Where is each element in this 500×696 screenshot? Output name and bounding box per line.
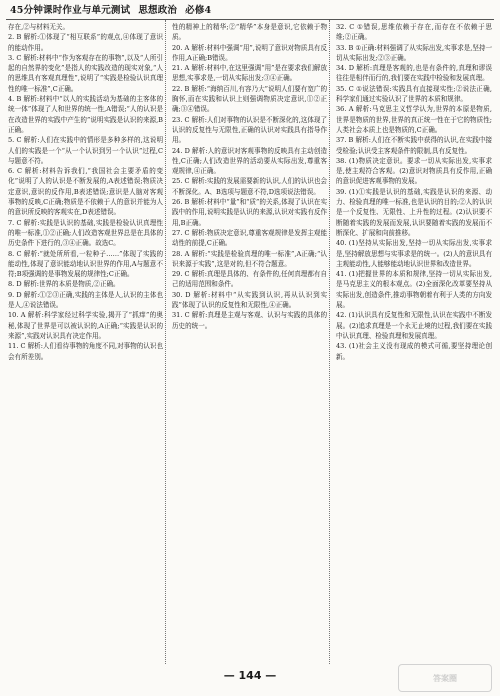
subject-label: 思想政治: [138, 5, 178, 16]
answer-columns: [6, 19, 494, 664]
answer-entry: 23. C 解析:人们对事物的认识是不断深化的,这体现了认识的反复性与无限性,正确的认识对实践具有指导作用。: [172, 115, 327, 145]
answer-entry: 27. C 解析:物质决定意识,尊重客观规律是发挥主观能动性的前提,C正确。: [172, 228, 327, 248]
answer-entry: 37. B 解析:人们在不断实践中获得的认识,在实践中接受检验;认识受主客观条件的限制,具有反复性。: [336, 136, 492, 155]
answer-entry: 11. C 解析:人们看待事物的角度不同,对事物的认识也会有所差别。: [8, 342, 163, 361]
answer-entry: 36. A 解析:马克思主义哲学认为,世界的本原是物质,世界是物质的世界,世界的真正统一性在于它的物质性;人类社会本质上也是物质的,C正确。: [336, 105, 492, 134]
column-left: [6, 20, 166, 664]
answer-entry: 22. B 解析:“海纳百川,有容乃大”说明人们要有宽广的胸怀,而在实践和认识上则强调物质决定意识,①②正确;③④错误。: [172, 84, 327, 114]
answer-entry: 31. C 解析:真理是主观与客观、认识与实践的具体的历史的统一。: [172, 311, 327, 330]
answer-entry: 2. B 解析:①体现了“相互联系”的观点,④体现了意识的能动作用。: [8, 33, 163, 52]
answer-entry: 28. A 解析:“实践是检验真理的唯一标准”,A正确;“认识来源于实践”,这是对的,但不符合题意。: [172, 249, 327, 268]
answer-entry: 10. A 解析:科学家经过科学实验,揭开了“抓痒”的奥秘,体现了世界是可以被认识的,A正确;“实践是认识的来源”,实践对认识具有决定作用。: [8, 311, 163, 340]
answer-entry: 性的精神上的精华;②“精华”本身是意识,它依赖于物质。: [172, 23, 327, 42]
answer-entry: 30. D 解析:材料中“从实践到认识,再从认识到实践”体现了认识的反复性和无限性,④正确。: [172, 290, 327, 310]
answer-entry: 32. C ①错误,思维依赖于存在,而存在不依赖于思维;②正确。: [336, 23, 492, 42]
answer-entry: 6. C 解析:材料告诉我们,“我国社会主要矛盾的变化”说明了人的认识是不断发展的,A表述错误;物质决定意识,意识的反作用,B表述错误;意识是人脑对客观事物的反映,C正确;物质是不依赖于人的意识并能为人的意识所反映的客观实在,D表述错误。: [8, 167, 163, 217]
answer-entry: 26. B 解析:材料中“量”和“质”的关系,体现了认识在实践中的作用,说明实践是认识的来源,认识对实践有反作用,B正确。: [172, 198, 327, 227]
answer-entry: 38. (1)物质决定意识。要求一切从实际出发,实事求是,使主观符合客观。(2)意识对物质具有反作用,正确的意识促进客观事物的发展。: [336, 156, 492, 186]
answer-entry: 29. C 解析:真理是具体的、有条件的,任何真理都有自己的适用范围和条件。: [172, 270, 327, 289]
watermark-text: 答案圈: [433, 673, 457, 683]
answer-entry: 4. B 解析:材料中“以人的实践活动为基础的主客体的统一体”体现了人和世界的统一性,A错误;“人的认识是在改造世界的实践中产生的”说明实践是认识的来源,B正确。: [8, 95, 163, 134]
answer-entry: 43. (1)社会主义没有现成的模式可循,要坚持理论创新。: [336, 342, 492, 361]
answer-entry: 34. D 解析:真理是客观的,也是有条件的,真理和谬误往往是相伴而行的,我们要在实践中检验和发展真理。: [336, 64, 492, 83]
answer-entry: 9. D 解析:①②③正确,实践的主体是人,认识的主体也是人,④说法错误。: [8, 290, 163, 310]
column-middle: [170, 20, 330, 664]
answer-entry: 40. (1)坚持从实际出发,坚持一切从实际出发,实事求是,坚持解放思想与实事求是的统一。(2)人的意识具有主观能动性,人能够能动地认识世界和改造世界。: [336, 239, 492, 268]
answer-entry: 39. (1)①实践是认识的基础,实践是认识的来源、动力、检验真理的唯一标准,也是认识的目的;②人的认识是一个反复性、无限性、上升性的过程。(2)认识要不断随着实践的发展而发展,认识要随着实践的发展而不断深化、扩展和向前推移。: [336, 187, 492, 237]
answer-entry: 35. C ①说法错误:实践具有直接现实性;②说法正确,科学家们通过实验认识了世界的本质和规律。: [336, 84, 492, 104]
page-header: [0, 0, 500, 18]
answer-entry: 24. D 解析:人的意识对客观事物的反映具有主动创造性,C正确;人们改造世界的活动要从实际出发,尊重客观规律,④正确。: [172, 146, 327, 176]
answer-entry: 5. C 解析:人们在实践中的情形是多种多样的,这说明人们的实践是一个“从一个认识到另一个认识”过程,C与题意不符。: [8, 136, 163, 165]
answer-entry: 8. C 解析:“就处所所看,一粒种子……”体现了实践的能动性,体现了意识能动地认识世界的作用,A与题意不符;B项强调的是事物发展的规律性;C正确。: [8, 249, 163, 279]
answer-entry: 存在,②与材料无关。: [8, 23, 70, 31]
page-number: — 144 —: [223, 669, 277, 682]
column-right: [334, 20, 494, 664]
watermark-logo: [398, 664, 492, 692]
answer-entry: 21. A 解析:材料中,在这里强调“用”是在要求我们解放思想,实事求是,一切从实际出发;③④正确。: [172, 64, 327, 83]
answer-entry: 41. (1)把握世界的本质和规律,坚持一切从实际出发,是马克思主义的根本观点。(2)全面深化改革要坚持从实际出发,创造条件,推动事物朝着有利于人类的方向发展。: [336, 270, 492, 310]
answer-entry: 7. C 解析:实践是认识的基础,实践是检验认识真理性的唯一标准,①②正确;人们改造客观世界总是在具体的历史条件下进行的,③④正确。故选C。: [8, 218, 163, 248]
answer-entry: 33. B ①正确:材料强调了从实际出发,实事求是,坚持一切从实际出发;②③正确。: [336, 43, 493, 62]
answer-entry: 3. C 解析:材料中“作为客观存在的事物”,以及“人所引起的自然界的变化”是指人的实践改造的现实对象,“人的思维具有客观真理性”,说明了“实践是检验认识真理性的唯一标准”,C正确。: [8, 53, 163, 93]
answer-entry: 20. A 解析:材料中强调“用”,说明了意识对物质具有反作用,A正确;B错误。: [172, 43, 327, 62]
volume-label: 必修4: [185, 5, 212, 16]
book-series-title: 45分钟课时作业与单元测试: [10, 5, 131, 16]
answer-entry: 42. (1)认识具有反复性和无限性,认识在实践中不断发展。(2)追求真理是一个永无止境的过程,我们要在实践中认识真理、检验真理和发展真理。: [336, 311, 492, 340]
answer-entry: 8. D 解析:世界的本质是物质,②正确。: [8, 280, 120, 289]
answer-entry: 25. C 解析:实践的发展需要新的认识,人们的认识也会不断深化。A、B选项与题意不符,D选项说法错误。: [172, 177, 327, 196]
